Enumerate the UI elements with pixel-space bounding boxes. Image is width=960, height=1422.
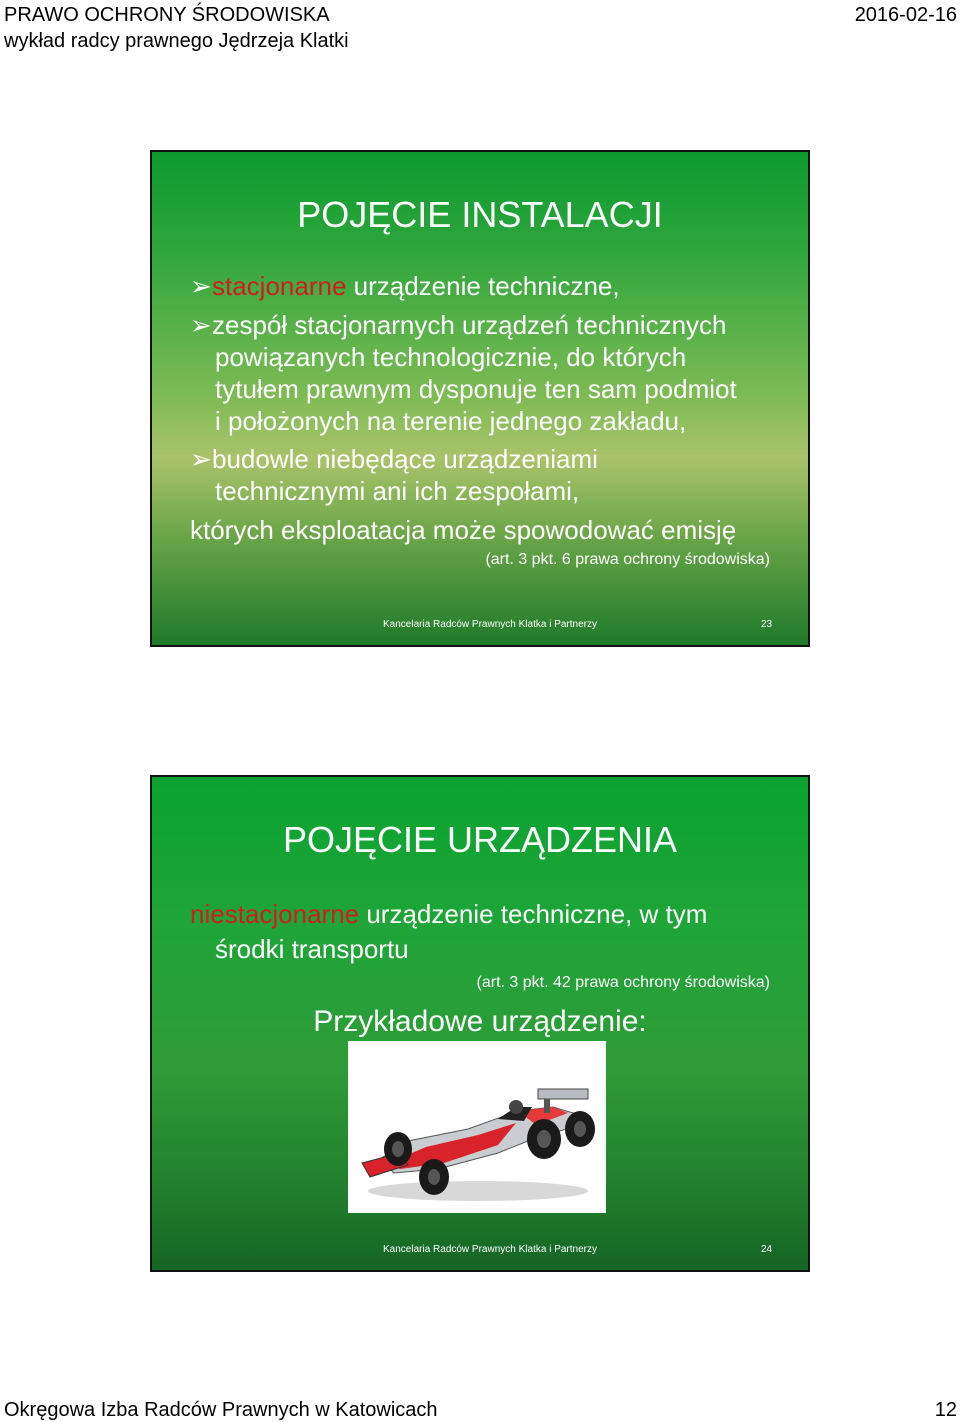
slide2-line-1-text: urządzenie techniczne, w tym [359,899,708,929]
slide2-page-number: 24 [761,1244,773,1255]
header-date: 2016-02-16 [854,4,957,26]
slide1-bullet-3-line-1: budowle niebędące urządzeniami [212,444,598,474]
keyword-niestacjonarne: niestacjonarne [190,899,360,929]
slide1-bullet-1 [190,270,620,302]
slide2-line-2: środki transportu [215,934,409,964]
slide1-bullet-2-line-2: powiązanych technologicznie, do których [215,342,687,372]
race-car-illustration [348,1041,606,1213]
race-car-image [348,1041,606,1213]
slide1-footer: Kancelaria Radców Prawnych Klatka i Partnerzy [383,619,597,630]
slide1-title: POJĘCIE INSTALACJI [297,194,663,235]
keyword-stacjonarne: stacjonarne [212,271,347,301]
slide2-line-1 [190,898,707,930]
slide1-bullet-1-text: urządzenie techniczne, [346,271,620,301]
slide2-footer: Kancelaria Radców Prawnych Klatka i Partnerzy [383,1244,597,1255]
slide-device [150,775,810,1272]
header-course-title: PRAWO OCHRONY ŚRODOWISKA [4,4,330,26]
slide1-citation: (art. 3 pkt. 6 prawa ochrony środowiska) [485,551,770,568]
arrow-bullet-icon: ➢ [190,271,212,301]
footer-organization: Okręgowa Izba Radców Prawnych w Katowicach [4,1399,438,1421]
header-lecturer: wykład radcy prawnego Jędrzeja Klatki [4,30,349,52]
slide2-title: POJĘCIE URZĄDZENIA [282,819,678,860]
slide1-bullet-2 [190,309,727,341]
slide1-bullet-2-line-1: zespół stacjonarnych urządzeń technicznych [212,310,727,340]
slide1-bullet-3-line-2: technicznymi ani ich zespołami, [215,476,580,506]
slide1-bullet-2-line-3: tytułem prawnym dysponuje ten sam podmiot [215,374,737,404]
slide2-citation: (art. 3 pkt. 42 prawa ochrony środowiska) [476,974,770,991]
slide1-final-line: których eksploatacja może spowodować emisję [190,515,737,545]
slide-installation [150,150,810,647]
arrow-bullet-icon: ➢ [190,444,212,474]
slide1-page-number: 23 [761,619,773,630]
slide1-bullet-2-line-4: i położonych na terenie jednego zakładu, [215,406,687,436]
slide1-bullet-3 [190,443,598,475]
slide2-subtitle: Przykładowe urządzenie: [313,1005,647,1038]
footer-page-number: 12 [934,1399,957,1421]
arrow-bullet-icon: ➢ [190,310,212,340]
